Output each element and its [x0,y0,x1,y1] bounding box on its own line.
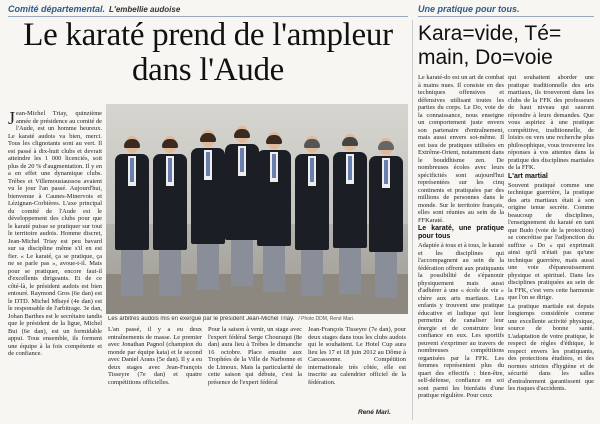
article-column-1 [8,110,102,422]
column-divider [412,20,413,420]
side-subheading-2: L'art martial [508,172,548,180]
side-column-1 [418,74,504,422]
article-col3-text: Pour la saison à venir, un stage avec l'expert fédéral Serge Chouraqui (8e dan) aura lieu à Trèbes le dimanche 16 octobre. Place ensuite aux Trophées de la Ville de Narbonne et de Limoux. Mais la particularité de cette saison qui débute, c'est la présence de l'expert fédéral [208,326,302,386]
side-headline: Kara=vide, Té= main, Do=voie [418,22,562,69]
person-figure [368,141,404,298]
photo-credit: / Photo DDM, René Mari. [298,316,355,322]
drop-cap: J [8,110,16,128]
article-column-3 [208,326,302,422]
article-col2-text: L'an passé, il y a eu deux entraînements de masse. Le premier avec Jonathan Pagnol (champion du monde par équipe kata) et le second avec Daniel Arans (5e dan). Il y a eu deux stages avec Jean-François Tisseyre (7e dan) et quatre compétitions officielles. [108,326,202,386]
section-label: Comité départemental. [8,4,106,14]
article-column-2 [108,326,202,422]
side-p2: Adaptée à tous et à tous, le karaté et les disciplines qui l'accompagnent au sein de la fédération offrent aux pratiquants la possibilité de s'épanouir physiquement mais aussi d'adhérer à une « école de vie » chère aux arts martiaux. Les enfants y trouvent une pratique éducative et ludique qui leur permettra de canaliser leur énergie et de construire leur confiance en eux. Les sportifs peuvent s'exprimer au travers de nombreuses compétitions organisées par la FFK. Les femmes représentent plus du quart des effectifs : bien-être, self-défense, confiance en soi sont parmi les bienfaits d'une pratique régulière. Pour ceux [418,242,504,399]
side-section-kicker: Une pratique pour tous. [418,4,520,14]
person-figure [114,139,150,296]
article-headline: Le karaté prend de l'ampleur dans l'Aude [23,17,393,88]
article-column-4 [308,326,406,408]
article-col1-text: ean-Michel Triay, quinzième année de présidence au comité de l'Aude, est un homme heureux. Le karaté audois va bien, merci. Tous les clignotants sont au vert. Il est passé à dix-huit clubs et devrait atteindre les 1 000 licenciés, soit plus de 20 % d'augmentation. Il y en a en effet une dynamique clubs. Trèbes et Villemoustaussou avaient vu le jour l'an passé. Aujourd'hui, bienvenue à Caunes-Minervois et Lézignan-Corbières. L'axe principal du comité de l'Aude est le développement des clubs pour que le karaté puisse se pratiquer sur tout le territoire audois. Homme discret, Jean-Michel Triay est peu bavard sur sa discipline même s'il en est fier. « Le karaté, ça se pratique, ça ne se parle pas », avoue-t-il. Mais pour se pratiquer, encore faut-il d'excellents dirigeants. Et de ce côté-là, le président audois est bien entouré. Raymond Gros (6e dan) est le DTD. Michel Mbayé (4e dan) est le responsable de l'arbitrage. 3e dan, Johan Barthes est le secrétaire tandis que le président de la ligue, Michel Bui (6e dan), est un formidable appui. Tous ensemble, ils forment une équipe à la fois compétente et de confiance. [8,110,102,357]
side-p4: Souvent pratiqué comme une technique guerrière, la pratique des arts martiaux était à son origine tenue secrète. Comme beaucoup de disciplines, l'enseignement du karaté en tant que Budo (voie de la protection) se concrétise par l'adjonction du suffixe « Do » qui exprimait ainsi qu'il n'était pas qu'une technique guerrière, mais aussi une voie d'épanouissement physique et spirituel. Dans les disciplines pratiquées au sein de la FFK, c'est vers cette harmonie que l'on se dirige. [508,181,594,301]
photo-caption [108,316,406,322]
person-figure [224,129,260,286]
section-kicker [8,4,180,14]
person-figure [256,135,292,292]
referees-photo [106,104,408,314]
article-col4-text: Jean-François Tisseyre (7e dan), pour deux stages dans tous les clubs audois qui le souhaitent. Le Hotel Cup aura lieu les 17 et 18 juin 2012 au Dôme à Carcassonne. Compétition internationale très côtée, elle est inscrite au calendrier officiel de la fédération. [308,326,406,386]
person-figure [152,139,188,296]
side-header-rule [418,16,594,17]
side-p5: La pratique martiale est depuis longtemps considérée comme une excellente activité physique, source de bonne santé. L'adaptation de votre pratique, le respect de règles d'éthique, le respect envers les pratiquants, des protections étudiées, et des normes strictes d'hygiène et de sécurité dans les salles d'entraînement garantissent que les risques d'accidents. [508,302,594,392]
person-figure [294,139,330,296]
subsection-label: L'embellie audoise [109,5,181,14]
person-figure [332,137,368,294]
side-p1: Le karaté-do est un art de combat à mains nues. Il consiste en des techniques offensives et défensives utilisant toutes les parties du corps. Le Do, voie de la connaissance, nous enseigne un comportement juste envers son partenaire d'entraînement, mais aussi envers soi-même. Il est issu de pratiques utilisées en Extrême-Orient, notamment dans le bouddhisme zen. De nombreuses écoles avec leurs spécificités sont aujourd'hui représentées sur les cinq continents et pratiquées par des millions de personnes dans le monde. Sur le territoire français, elles sont réunies au sein de la FFKaraté. [418,74,504,224]
byline: René Mari. [358,409,391,416]
caption-text: Les arbitres audois mis en exergue par le président Jean-Michel Triay. [108,316,295,322]
person-figure [190,133,226,290]
side-p3: qui souhaitent aborder une pratique traditionnelle des arts martiaux, ils trouveront dans les clubs de la FFK des professeurs de haut niveau qui sauront répondre à leurs demandes. Que vous aspiriez à une pratique compétitive, traditionnelle, de loisirs ou vers une recherche plus philosophique, vous trouverez les réponses à vos attentes dans la pratique des disciplines martiales de la FFK. [508,74,594,171]
side-column-2 [508,74,594,422]
side-subheading-1: Le karaté, une pratique pour tous [418,225,504,240]
